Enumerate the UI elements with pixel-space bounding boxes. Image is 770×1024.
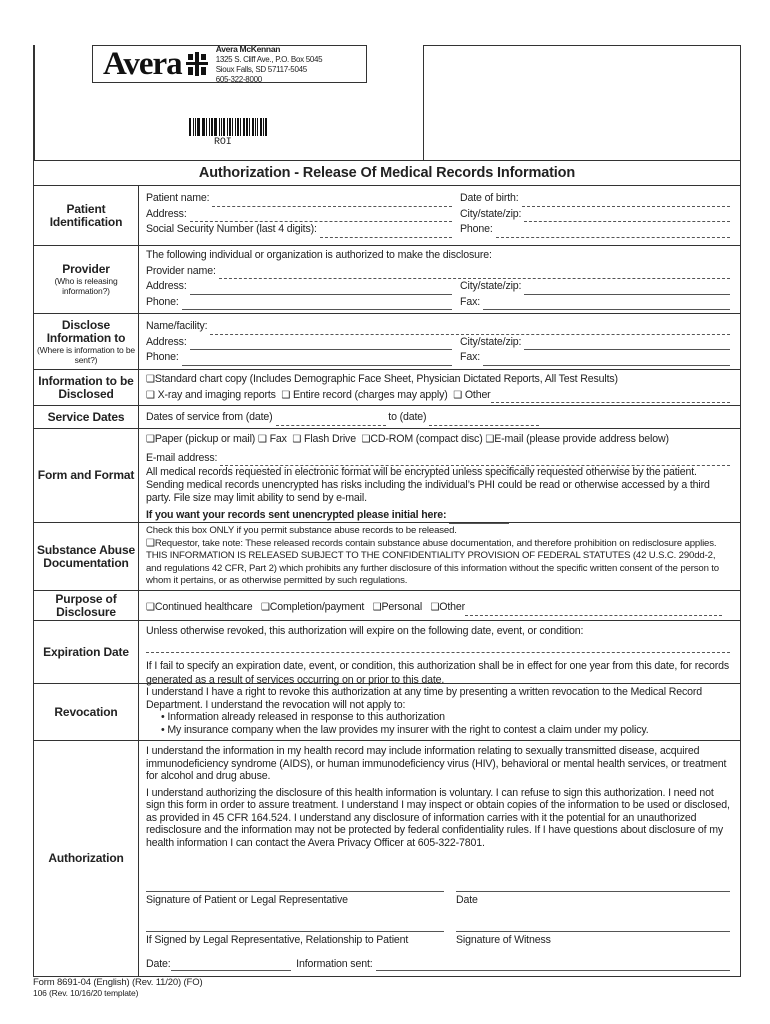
org-address: Avera McKennan 1325 S. Cliff Ave., P.O. Box 5045 Sioux Falls, SD 57117-5045 605-322-8000	[215, 43, 323, 84]
provider-fax-field[interactable]	[483, 299, 730, 310]
signature-date-field[interactable]: Date	[456, 891, 730, 907]
form-title: Authorization - Release Of Medical Records Information	[34, 161, 740, 186]
disclose-section: Disclose Information to (Where is information to be sent?) Name/facility: Address: City/state/zip: Phone: Fax:	[34, 314, 740, 370]
recipient-address-field[interactable]	[190, 339, 452, 350]
service-dates-section: Service Dates Dates of service from (date) to (date)	[34, 406, 740, 429]
email-field[interactable]	[220, 455, 730, 466]
provider-address-field[interactable]	[190, 284, 452, 295]
checkbox[interactable]: ❑	[281, 389, 291, 401]
section-label: Authorization	[34, 741, 139, 976]
section-label: Information to be Disclosed	[34, 370, 139, 405]
checkbox[interactable]: ❑	[453, 389, 463, 401]
logo-box	[92, 45, 367, 83]
checkbox[interactable]: ❑	[257, 434, 267, 445]
format-section: Form and Format ❑Paper (pickup or mail) ❑ Fax ❑ Flash Drive ❑CD-ROM (compact disc) ❑E-mail (please provide address below) E-mail address: All medical records requested in electronic format will be encrypted unless specifically requested otherwise by the patient. Sending medical records unencrypted has risks including the individual’s PHI could be read or otherwise accessed by a third party. File size may limit ability to send by e-mail. If you want your records sent unencrypted please initial here:	[34, 429, 740, 523]
witness-signature-field[interactable]: Signature of Witness	[456, 931, 730, 947]
other-info-field[interactable]	[491, 392, 730, 403]
patient-section: Patient Identification Patient name: Date of birth: Address: City/state/zip: Social Security Number (last 4 digits): Phone:	[34, 186, 740, 246]
patient-address-field[interactable]	[190, 211, 452, 222]
initial-field[interactable]	[449, 513, 509, 524]
checkbox[interactable]: ❑	[260, 602, 270, 613]
provider-section: Provider (Who is releasing information?) The following individual or organization is authorized to make the disclosure: Provider name: Address: City/state/zip: Phone: Fax:	[34, 246, 740, 314]
recipient-name-field[interactable]	[210, 324, 730, 335]
provider-city-field[interactable]	[524, 284, 730, 295]
checkbox[interactable]: ❑	[146, 434, 155, 445]
patient-city-field[interactable]	[524, 211, 730, 222]
other-purpose-field[interactable]	[465, 605, 722, 616]
revocation-section: Revocation I understand I have a right to revoke this authorization at any time by presenting a written revocation to the Medical Record Department. I understand the revocation will not apply to: • Information already released in response to this authorization • My insurance company when the law provides my insurer with the right to contest a claim under my policy.	[34, 684, 740, 741]
section-label: Substance Abuse Documentation	[34, 523, 139, 590]
section-label: Disclose Information to (Where is information to be sent?)	[34, 314, 139, 369]
avera-logo: Avera	[103, 45, 182, 82]
provider-name-field[interactable]	[219, 268, 730, 279]
purpose-section: Purpose of Disclosure ❑ Continued healthcare ❑ Completion/payment ❑ Personal ❑ Other	[34, 591, 740, 621]
expiration-section: Expiration Date Unless otherwise revoked, this authorization will expire on the following date, event, or condition: If I fail to specify an expiration date, event, or condition, this authorization shall be in effect for one year from this date, for records generated as a result of services occurring on or prior to this date.	[34, 621, 740, 684]
release-form	[33, 160, 741, 977]
patient-phone-field[interactable]	[496, 227, 730, 238]
to-date-field[interactable]	[429, 415, 539, 426]
information-sent-field[interactable]	[376, 960, 730, 971]
section-label: Purpose of Disclosure	[34, 591, 139, 620]
info-section: Information to be Disclosed ❑Standard chart copy (Includes Demographic Face Sheet, Physician Dictated Reports, All Test Results) ❑ X-ray and imaging reports ❑ Entire record (charges may apply) ❑ Other	[34, 370, 740, 406]
substance-section: Substance Abuse Documentation Check this box ONLY if you permit substance abuse records to be released. ❑Requestor, take note: These released records contain substance abuse documentation, and therefore prohibition on redisclosure applies. THIS INFORMATION IS RELEASED SUBJECT TO THE CONFIDENTIALITY PROVISION OF FEDERAL STATUTES (42 U.S.C. 290dd-2, and regulations 42 CFR, Part 2) which prohibits any further disclosure of this information without the specific written consent of the person to whom it pertains, or as otherwise permitted by such regulations.	[34, 523, 740, 591]
expiration-field[interactable]	[146, 642, 730, 653]
checkbox[interactable]: ❑	[361, 434, 371, 445]
ssn-field[interactable]	[320, 227, 452, 238]
checkbox[interactable]: ❑	[146, 374, 155, 385]
recipient-phone-field[interactable]	[182, 355, 452, 366]
patient-signature-field[interactable]: Signature of Patient or Legal Representative	[146, 891, 444, 907]
checkbox[interactable]: ❑	[146, 389, 155, 401]
checkbox[interactable]: ❑	[485, 434, 495, 445]
checkbox[interactable]: ❑	[430, 602, 440, 613]
form-footer: Form 8691-04 (English) (Rev. 11/20) (FO) 106 (Rev. 10/16/20 template)	[33, 977, 203, 998]
from-date-field[interactable]	[276, 415, 386, 426]
checkbox[interactable]: ❑	[372, 602, 382, 613]
recipient-city-field[interactable]	[524, 339, 730, 350]
border-line	[33, 45, 35, 160]
recipient-fax-field[interactable]	[483, 355, 730, 366]
section-label: Expiration Date	[34, 621, 139, 683]
section-label: Form and Format	[34, 429, 139, 522]
section-label: Provider (Who is releasing information?)	[34, 246, 139, 313]
avera-cross-icon	[186, 52, 208, 76]
substance-checkbox[interactable]: ❑	[146, 537, 155, 549]
checkbox[interactable]: ❑	[292, 434, 302, 445]
provider-phone-field[interactable]	[182, 299, 452, 310]
section-label: Patient Identification	[34, 186, 139, 245]
patient-name-field[interactable]	[212, 196, 452, 207]
barcode	[189, 118, 269, 136]
section-label: Revocation	[34, 684, 139, 740]
sent-date-field[interactable]	[171, 960, 291, 971]
barcode-label: ROI	[214, 137, 232, 148]
checkbox[interactable]: ❑	[146, 602, 155, 613]
section-label: Service Dates	[34, 406, 139, 428]
dob-field[interactable]	[522, 196, 730, 207]
authorization-section: Authorization I understand the information in my health record may include information relating to sexually transmitted disease, acquired immunodeficiency syndrome (AIDS), or human immunodeficiency virus (HIV), behavioral or mental health services, or treatment for alcohol and drug abuse. I understand authorizing the disclosure of this health information is voluntary. I can refuse to sign this authorization. I need not sign this form in order to assure treatment. I understand I may inspect or obtain copies of the information to be used or disclosed, as provided in 45 CFR 164.524. I understand any disclosure of information carries with it the potential for an unauthorized redisclosure and the information may not be protected by federal confidentiality rules. If I have questions about disclosure of my health information I can contact the Avera Privacy Officer at 605-322-7801. Signature of Patient or Legal Representative Date If Signed by Legal Representative, Relationship to Patient Signature of Witness Date: Information sent:	[34, 741, 740, 976]
relationship-field[interactable]: If Signed by Legal Representative, Relationship to Patient	[146, 931, 444, 947]
label-box	[423, 45, 741, 161]
